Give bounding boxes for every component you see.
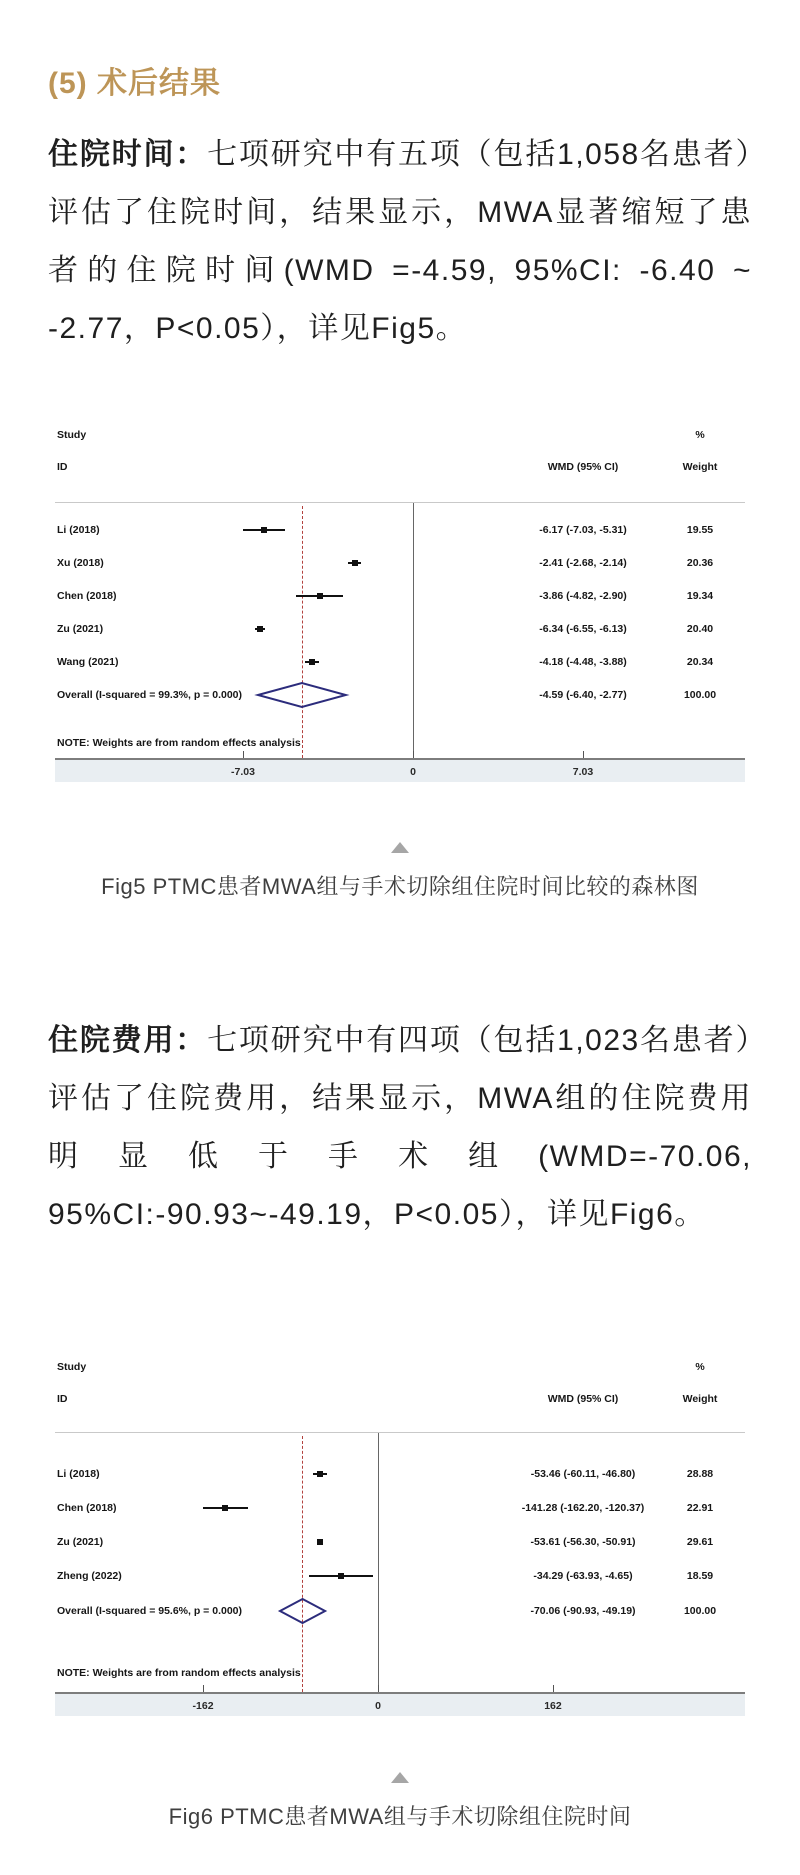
fig6-caption-block — [0, 1770, 800, 1831]
forest-axis-tick-label: 7.03 — [572, 766, 594, 778]
forest-overall-weight: 100.00 — [683, 1605, 717, 1617]
forest-effect-value: -53.46 (-60.11, -46.80) — [530, 1468, 636, 1480]
forest-axis-tick-label: 162 — [544, 1700, 562, 1712]
forest-point-marker — [338, 1573, 344, 1579]
forest-axis-tick — [413, 751, 414, 758]
forest-effect-value: -4.18 (-4.48, -3.88) — [539, 656, 627, 668]
forest-axis-tick — [583, 751, 584, 758]
forest-axis-tick-label: 0 — [410, 766, 416, 778]
forest-header-rule — [55, 1432, 745, 1433]
forest-pooled-dashed-line — [302, 506, 303, 758]
forest-row-label: Li (2018) — [57, 1468, 100, 1480]
forest-effect-value: -3.86 (-4.82, -2.90) — [539, 590, 627, 602]
forest-overall-effect: -70.06 (-90.93, -49.19) — [530, 1605, 636, 1617]
forest-overall-label: Overall (I-squared = 95.6%, p = 0.000) — [57, 1605, 243, 1617]
forest-axis-tick — [553, 1685, 554, 1692]
forest-row-label: Zheng (2022) — [57, 1570, 122, 1582]
forest-axis-tick-label: -7.03 — [231, 766, 255, 778]
forest-header-id: ID — [57, 1393, 68, 1405]
forest-header-study: Study — [57, 429, 87, 441]
forest-effect-value: -34.29 (-63.93, -4.65) — [533, 1570, 633, 1582]
forest-weight-value: 29.61 — [686, 1536, 714, 1548]
forest-row-label: Chen (2018) — [57, 1502, 117, 1514]
forest-header-effect: WMD (95% CI) — [547, 1393, 619, 1405]
forest-row-label: Zu (2021) — [57, 1536, 104, 1548]
forest-point-marker — [317, 1539, 323, 1545]
forest-pooled-dashed-line — [302, 1436, 303, 1692]
paragraph-hospital-cost-lead: 住院费用： — [48, 1024, 208, 1057]
fig5-forest-plot — [0, 395, 800, 795]
forest-point-marker — [222, 1505, 228, 1511]
paragraph-hospital-stay — [48, 126, 752, 358]
paragraph-hospital-stay-text: 七项研究中有五项（包括1,058名患者）评估了住院时间，结果显示，MWA显著缩短了患者的住院时间(WMD =-4.59, 95%CI: -6.40 ~ -2.77，P<0.05），详见Fig5。 — [48, 138, 752, 345]
section-heading: (5) 术后结果 — [48, 66, 221, 100]
forest-row-label: Chen (2018) — [57, 590, 117, 602]
forest-header-rule — [55, 502, 745, 503]
fig5-caption-block — [0, 840, 800, 901]
forest-overall-diamond — [256, 680, 348, 710]
forest-row-label: Li (2018) — [57, 524, 100, 536]
forest-point-marker — [317, 1471, 323, 1477]
forest-overall-diamond — [278, 1596, 327, 1626]
forest-header-percent: % — [695, 1361, 705, 1373]
forest-point-marker — [257, 626, 263, 632]
forest-point-marker — [352, 560, 358, 566]
forest-axis-line — [55, 758, 745, 760]
forest-weight-value: 18.59 — [686, 1570, 714, 1582]
forest-row-label: Xu (2018) — [57, 557, 104, 569]
fig6-caption: Fig6 PTMC患者MWA组与手术切除组住院时间 — [168, 1804, 632, 1829]
forest-row-label: Zu (2021) — [57, 623, 104, 635]
forest-header-percent: % — [695, 429, 705, 441]
forest-weight-value: 20.36 — [686, 557, 714, 569]
forest-overall-weight: 100.00 — [683, 689, 717, 701]
forest-note: NOTE: Weights are from random effects analysis — [57, 1667, 301, 1679]
forest-note: NOTE: Weights are from random effects analysis — [57, 737, 301, 749]
forest-axis-tick-label: -162 — [192, 1700, 214, 1712]
forest-axis-tick — [243, 751, 244, 758]
forest-weight-value: 20.40 — [686, 623, 714, 635]
forest-point-marker — [309, 659, 315, 665]
collapse-triangle-icon[interactable] — [391, 1772, 409, 1783]
forest-axis-tick-label: 0 — [375, 1700, 381, 1712]
collapse-triangle-icon[interactable] — [391, 842, 409, 853]
paragraph-hospital-cost — [48, 1012, 752, 1244]
forest-header-weight: Weight — [682, 1393, 718, 1405]
forest-point-marker — [317, 593, 323, 599]
forest-effect-value: -6.34 (-6.55, -6.13) — [539, 623, 627, 635]
forest-axis-strip — [55, 758, 745, 782]
forest-effect-value: -53.61 (-56.30, -50.91) — [530, 1536, 636, 1548]
forest-effect-value: -141.28 (-162.20, -120.37) — [521, 1502, 645, 1514]
forest-effect-value: -6.17 (-7.03, -5.31) — [539, 524, 627, 536]
forest-header-effect: WMD (95% CI) — [547, 461, 619, 473]
forest-weight-value: 20.34 — [686, 656, 714, 668]
forest-header-study: Study — [57, 1361, 87, 1373]
paragraph-hospital-stay-lead: 住院时间： — [48, 138, 208, 171]
fig5-caption: Fig5 PTMC患者MWA组与手术切除组住院时间比较的森林图 — [101, 874, 699, 899]
forest-axis-strip — [55, 1692, 745, 1716]
forest-weight-value: 22.91 — [686, 1502, 714, 1514]
forest-weight-value: 28.88 — [686, 1468, 714, 1480]
forest-header-weight: Weight — [682, 461, 718, 473]
forest-axis-tick — [203, 1685, 204, 1692]
forest-null-line — [378, 1433, 379, 1692]
forest-row-label: Wang (2021) — [57, 656, 119, 668]
forest-axis-tick — [378, 1685, 379, 1692]
forest-weight-value: 19.55 — [686, 524, 714, 536]
forest-point-marker — [261, 527, 267, 533]
forest-overall-effect: -4.59 (-6.40, -2.77) — [539, 689, 627, 701]
fig6-forest-plot — [0, 1330, 800, 1725]
forest-header-id: ID — [57, 461, 68, 473]
forest-overall-label: Overall (I-squared = 99.3%, p = 0.000) — [57, 689, 243, 701]
forest-effect-value: -2.41 (-2.68, -2.14) — [539, 557, 627, 569]
forest-null-line — [413, 503, 414, 758]
forest-weight-value: 19.34 — [686, 590, 714, 602]
paragraph-hospital-cost-text: 七项研究中有四项（包括1,023名患者）评估了住院费用，结果显示，MWA组的住院费用明显低于手术组(WMD=-70.06, 95%CI:-90.93~-49.19，P<0.05），详见Fig6。 — [48, 1024, 752, 1231]
forest-axis-line — [55, 1692, 745, 1694]
